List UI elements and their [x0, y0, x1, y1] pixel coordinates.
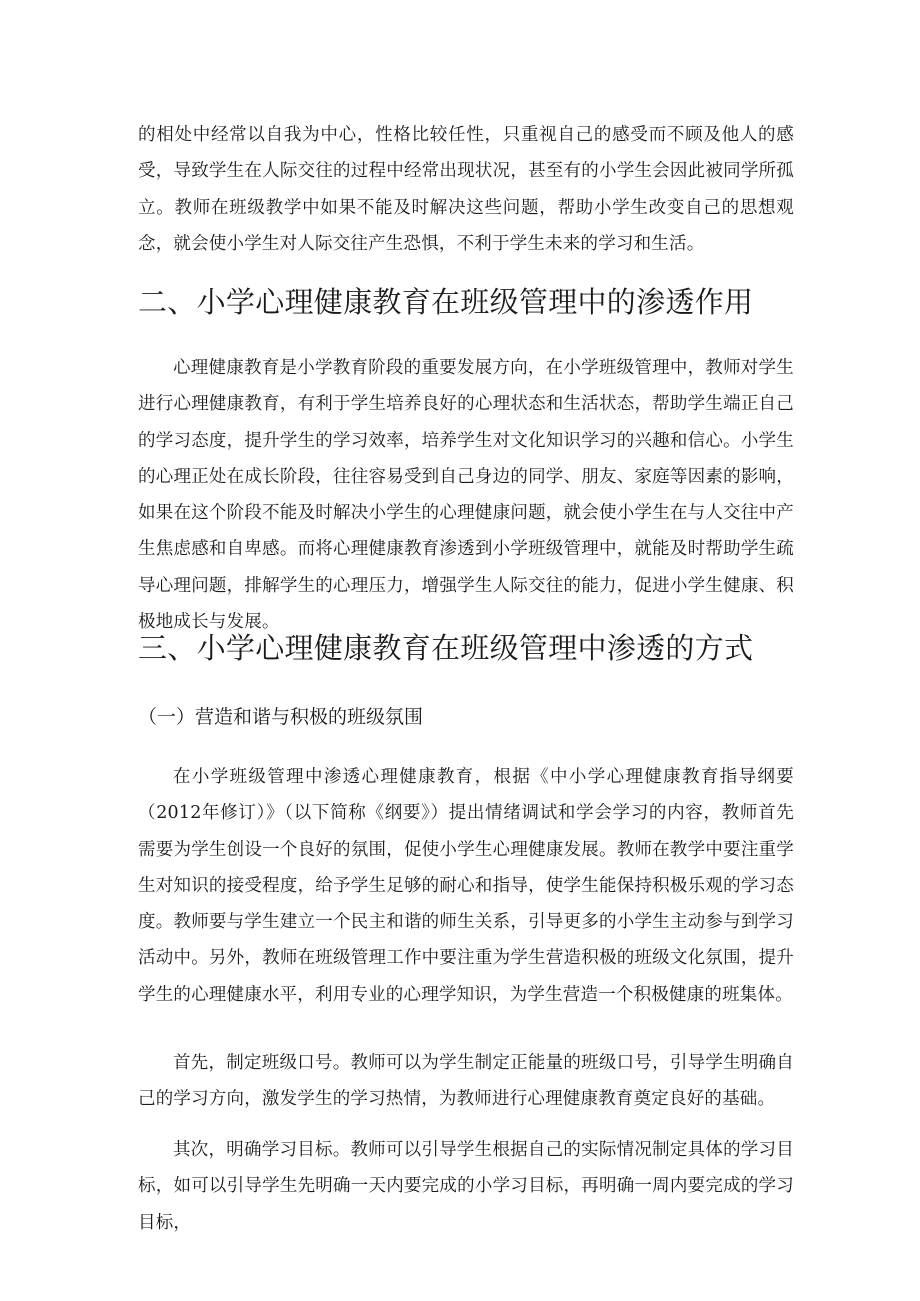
paragraph-class-slogan: 首先，制定班级口号。教师可以为学生制定正能量的班级口号，引导学生明确自己的学习方向，激发学生的学习热情，为教师进行心理健康教育奠定良好的基础。: [138, 1053, 794, 1110]
section-heading-2: 二、小学心理健康教育在班级管理中的渗透作用: [138, 285, 754, 319]
paragraph-penetration-role: 心理健康教育是小学教育阶段的重要发展方向，在小学班级管理中，教师对学生进行心理健康教育，有利于学生培养良好的心理状态和生活状态，帮助学生端正自己的学习态度，提升学生的学习效率，培养学生对文化知识学习的兴趣和信心。小学生的心理正处在成长阶段，往往容易受到自己身边的同学、朋友、家庭等因素的影响，如果在这个阶段不能及时解决小学生的心理健康问题，就会使小学生在与人交往中产生焦虑感和自卑感。而将心理健康教育渗透到小学班级管理中，就能及时帮助学生疏导心理问题，排解学生的心理压力，增强学生人际交往的能力，促进小学生健康、积极地成长与发展。: [138, 358, 794, 633]
subsection-heading-1: （一）营造和谐与积极的班级氛围: [138, 706, 424, 728]
paragraph-interpersonal-issues: 的相处中经常以自我为中心，性格比较任性，只重视自己的感受而不顾及他人的感受，导致学生在人际交往的过程中经常出现状况，甚至有的小学生会因此被同学所孤立。教师在班级教学中如果不能及时解决这些问题，帮助小学生改变自己的思想观念，就会使小学生对人际交往产生恐惧，不利于学生未来的学习和生活。: [138, 125, 794, 254]
paragraph-class-atmosphere: 在小学班级管理中渗透心理健康教育，根据《中小学心理健康教育指导纲要（2012年修订）》（以下简称《纲要》）提出情绪调试和学会学习的内容，教师首先需要为学生创设一个良好的氛围，促使小学生心理健康发展。教师在教学中要注重学生对知识的接受程度，给予学生足够的耐心和指导，使学生能保持积极乐观的学习态度。教师要与学生建立一个民主和谐的师生关系，引导更多的小学生主动参与到学习活动中。另外，教师在班级管理工作中要注重为学生营造积极的班级文化氛围，提升学生的心理健康水平，利用专业的心理学知识，为学生营造一个积极健康的班集体。: [138, 767, 794, 1005]
paragraph-learning-goals: 其次，明确学习目标。教师可以引导学生根据自己的实际情况制定具体的学习目标，如可以引导学生先明确一天内要完成的小学习目标，再明确一周内要完成的学习目标，: [138, 1140, 794, 1233]
section-heading-3: 三、小学心理健康教育在班级管理中渗透的方式: [138, 631, 754, 665]
